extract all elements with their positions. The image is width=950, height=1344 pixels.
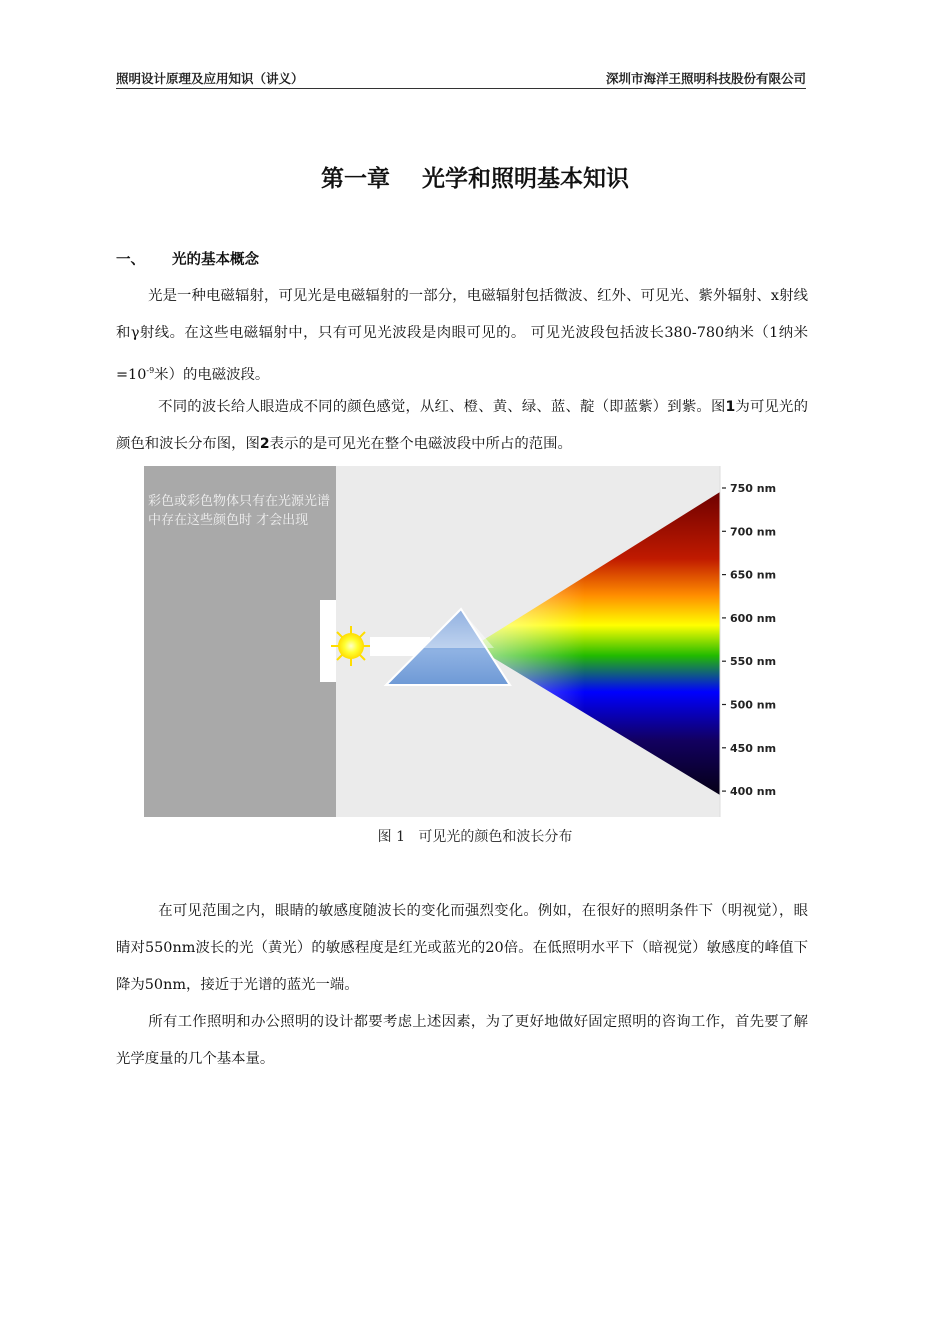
paragraph-4 (116, 1004, 808, 1078)
header-left-text: 照明设计原理及应用知识（讲义） (116, 71, 304, 86)
paragraph-3 (116, 893, 808, 1004)
scale-panel (720, 466, 805, 817)
paragraph-1-text: 光是一种电磁辐射，可见光是电磁辐射的一部分，电磁辐射包括微波、红外、可见光、紫外辐射、x射线和γ射线。在这些电磁辐射中，只有可见光波段是肉眼可见的。 可见光波段包括波长380-780纳米（1纳米=10 (116, 288, 808, 383)
scale-label: 650 nm (730, 568, 777, 582)
paragraph-3-text: 在可见范围之内，眼睛的敏感度随波长的变化而强烈变化。例如，在很好的照明条件下（明视觉），眼睛对550nm波长的光（黄光）的敏感程度是红光或蓝光的20倍。在低照明水平下（暗视觉）敏感度的峰值下降为50nm，接近于光谱的蓝光一端。 (116, 903, 808, 993)
scale-label: 550 nm (730, 655, 777, 669)
figure-ref-1: 1 (725, 399, 736, 415)
scale-label: 400 nm (730, 785, 777, 799)
section-title: 光的基本概念 (172, 252, 259, 268)
figure-caption: 图 1 可见光的颜色和波长分布 (377, 829, 573, 845)
scale-label: 500 nm (730, 698, 777, 712)
paragraph-4-text: 所有工作照明和办公照明的设计都要考虑上述因素，为了更好地做好固定照明的咨询工作，首先要了解光学度量的几个基本量。 (116, 1014, 808, 1067)
chapter-title: 第一章 光学和照明基本知识 (320, 166, 630, 192)
spectrum-figure (144, 466, 805, 817)
page-header (116, 66, 806, 89)
exponent: -9 (146, 366, 155, 375)
section-number: 一、 (116, 252, 145, 268)
paragraph-2-text-a: 不同的波长给人眼造成不同的颜色感觉，从红、橙、黄、绿、蓝、靛（即蓝紫）到紫。图 (158, 399, 726, 415)
paragraph-1-end: 米）的电磁波段。 (154, 366, 270, 383)
paragraph-2-text-b: 为可见光的颜色和波长分布图，图 (116, 399, 808, 452)
paragraph-1 (116, 278, 808, 394)
header-right-text: 深圳市海洋王照明科技股份有限公司 (605, 71, 806, 86)
figure-ref-2: 2 (259, 436, 270, 452)
paragraph-2-text-c: 表示的是可见光在整个电磁波段中所占的范围。 (269, 436, 572, 452)
slit (320, 600, 336, 682)
scale-label: 600 nm (730, 611, 777, 625)
paragraph-2 (116, 389, 808, 463)
section-heading (116, 248, 259, 269)
scale-label: 750 nm (730, 482, 777, 495)
scale-label: 700 nm (730, 525, 777, 539)
sun-icon (331, 626, 371, 666)
figure-note: 彩色或彩色物体只有在光源光谱中存在这些颜色时 才会出现 (148, 494, 331, 528)
scale-label: 450 nm (730, 741, 777, 755)
